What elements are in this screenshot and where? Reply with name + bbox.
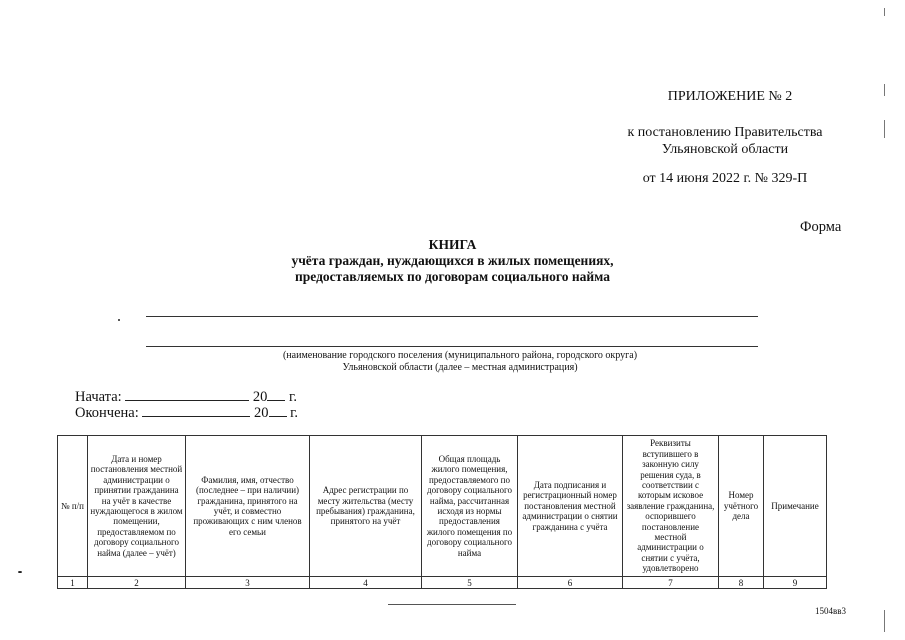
scan-edge-mark	[884, 610, 885, 632]
municipality-caption-1: (наименование городского поселения (муниципального района, городского округа)	[282, 350, 638, 361]
table-header-row	[58, 436, 827, 577]
registry-table	[57, 435, 827, 589]
scan-edge-mark	[884, 120, 885, 138]
started-year-blank	[267, 388, 285, 401]
book-subtitle-1: учёта граждан, нуждающихся в жилых помещениях,	[291, 253, 614, 268]
column-number: 9	[764, 577, 827, 589]
column-header: Номер учётного дела	[719, 436, 764, 577]
column-header: Примечание	[764, 436, 827, 577]
column-number: 6	[518, 577, 623, 589]
appendix-date: от 14 июня 2022 г. № 329-П	[642, 171, 808, 186]
ended-row	[75, 404, 298, 422]
started-year-prefix: 20	[252, 389, 268, 405]
column-header: Дата подписания и регистрационный номер постановления местной администрации о снятии гражданина с учёта	[518, 436, 623, 577]
appendix-line2: Ульяновской области	[661, 142, 789, 157]
form-label: Форма	[800, 219, 842, 235]
column-header: Реквизиты вступившего в законную силу решения суда, в соответствии с которым исковое заявление гражданина, оспорившего постановление местной администрации о снятии с учёта, удовлетворено	[623, 436, 719, 577]
column-number: 5	[422, 577, 518, 589]
column-number: 7	[623, 577, 719, 589]
scan-speck	[18, 571, 22, 573]
scan-speck	[118, 319, 120, 321]
column-header: Общая площадь жилого помещения, предоставляемого по договору социального найма, рассчитанная исходя из нормы предоставления жилого помещения по договору социального найма	[422, 436, 518, 577]
ended-year-blank	[269, 404, 287, 417]
column-header: Дата и номер постановления местной администрации о принятии гражданина на учёт в качестве нуждающегося в жилом помещении, предоставляемом по договору социального найма (далее – учёт)	[88, 436, 186, 577]
column-number: 8	[719, 577, 764, 589]
started-year-suffix: г.	[289, 389, 297, 405]
appendix-title: ПРИЛОЖЕНИЕ № 2	[667, 89, 793, 104]
column-number: 2	[88, 577, 186, 589]
municipality-line-1	[146, 316, 758, 317]
column-header: Фамилия, имя, отчество (последнее – при наличии) гражданина, принятого на учёт, и совместно проживающих с ним членов его семьи	[186, 436, 310, 577]
table-number-row	[58, 577, 827, 589]
footer-code: 1504вв3	[815, 606, 846, 616]
scan-edge-mark	[884, 84, 885, 96]
appendix-line1: к постановлению Правительства	[627, 125, 823, 140]
ended-year-suffix: г.	[290, 405, 299, 421]
ended-date-blank	[142, 404, 250, 417]
started-label: Начата:	[75, 389, 122, 405]
book-subtitle-2: предоставляемых по договорам социального найма	[294, 269, 610, 284]
column-header: Адрес регистрации по месту жительства (месту пребывания) гражданина, принятого на учёт	[310, 436, 422, 577]
column-number: 1	[58, 577, 88, 589]
municipality-caption-2: Ульяновской области (далее – местная администрация)	[342, 362, 578, 373]
column-number: 4	[310, 577, 422, 589]
footer-rule	[388, 604, 516, 605]
municipality-line-2	[146, 346, 758, 347]
started-date-blank	[125, 388, 249, 401]
column-header: № п/п	[58, 436, 88, 577]
scan-edge-mark	[884, 8, 885, 16]
book-title: КНИГА	[428, 237, 477, 252]
column-number: 3	[186, 577, 310, 589]
ended-year-prefix: 20	[254, 405, 269, 421]
ended-label: Окончена:	[75, 405, 139, 421]
